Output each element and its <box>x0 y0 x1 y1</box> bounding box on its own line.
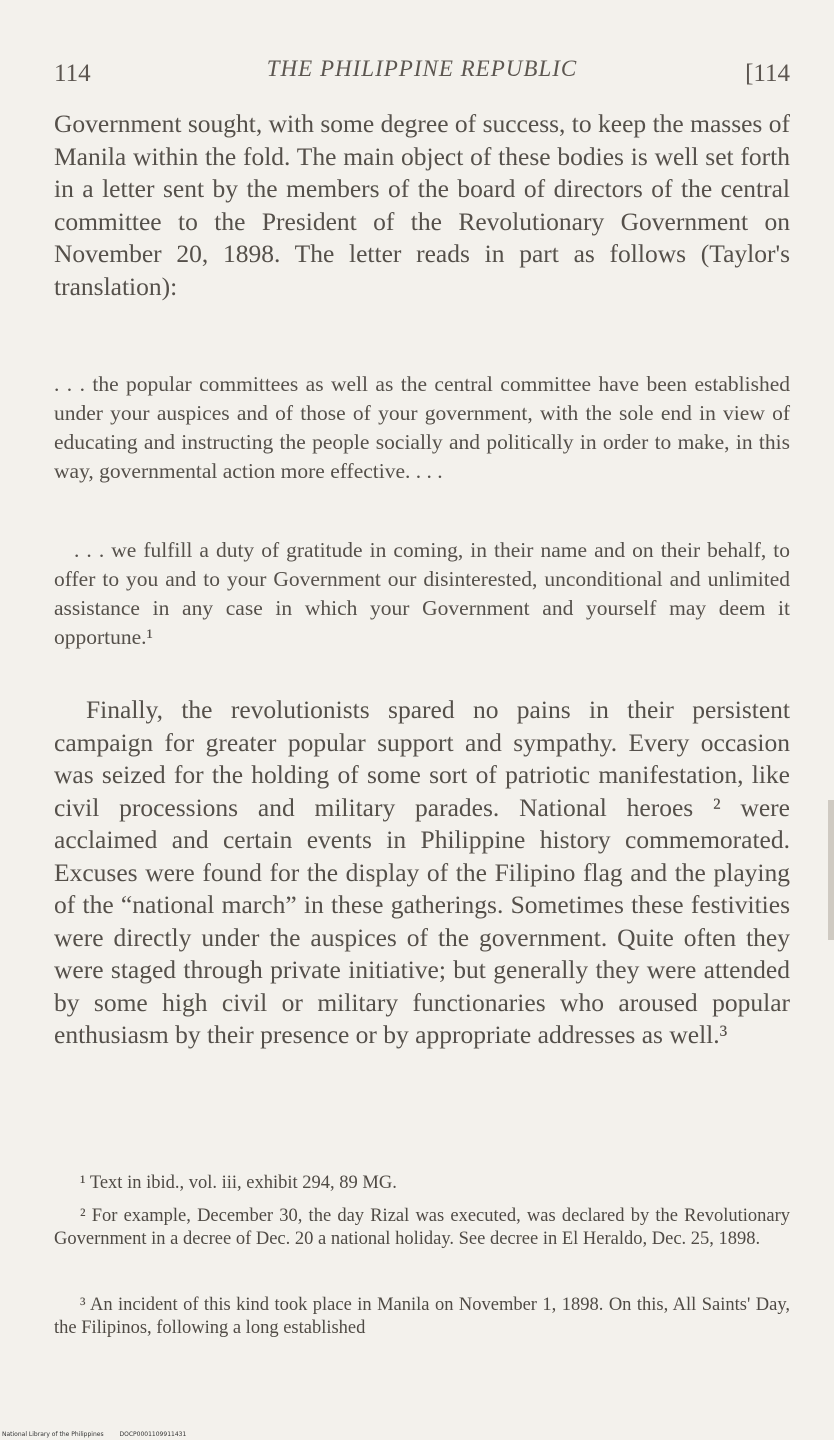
paragraph-1: Government sought, with some degree of success, to keep the masses of Manila within the fold. The main object of these bodies is well set forth in a letter sent by the members of the board of directors of the central committee to the President of the Revolutionary Government on November 20, 1898. The letter reads in part as follows (Taylor's translation): <box>54 109 790 301</box>
block-quote-1: . . . the popular committees as well as the central committee have been established under your auspices and of those of your government, with the sole end in view of educating and instructing the people socially and politically in order to make, in this way, governmental action more effective. . . . <box>54 372 790 483</box>
library-credit: National Library of the Philippines <box>2 1431 104 1438</box>
page-edge-shadow <box>828 800 834 940</box>
page-header <box>54 52 790 92</box>
footnote-2: ² For example, December 30, the day Rizal was executed, was declared by the Revolutionary Government in a decree of Dec. 20 a national holiday. See decree in El Heraldo, Dec. 25, 1898. <box>54 1206 790 1249</box>
document-code: DOCP0001109911431 <box>119 1431 187 1438</box>
running-title: THE PHILIPPINE REPUBLIC <box>266 56 578 81</box>
block-quote-2: . . . we fulfill a duty of gratitude in coming, in their name and on their behalf, to offer to you and to your Government our disinterested, unconditional and unlimited assistance in any case in which your Government and yourself may deem it opportune.¹ <box>54 538 790 649</box>
paragraph-2: Finally, the revolutionists spared no pains in their persistent campaign for greater popular support and sympathy. Every occasion was seized for the holding of some sort of patriotic manifestation, like civil processions and military parades. National heroes ² were acclaimed and certain events in Philippine history commemorated. Excuses were found for the display of the Filipino flag and the playing of the “national march” in these gatherings. Sometimes these festivities were directly under the auspices of the government. Quite often they were staged through private initiative; but generally they were attended by some high civil or military functionaries who aroused popular enthusiasm by their presence or by appropriate addresses as well.³ <box>54 695 790 1049</box>
footnote-3: ³ An incident of this kind took place in Manila on November 1, 1898. On this, All Saints' Day, the Filipinos, following a long established <box>54 1295 790 1338</box>
page-number-right: [114 <box>745 60 790 87</box>
footnote-1: ¹ Text in ibid., vol. iii, exhibit 294, 89 MG. <box>80 1173 397 1193</box>
page-number-left: 114 <box>54 60 91 87</box>
scan-footer <box>2 1431 200 1438</box>
